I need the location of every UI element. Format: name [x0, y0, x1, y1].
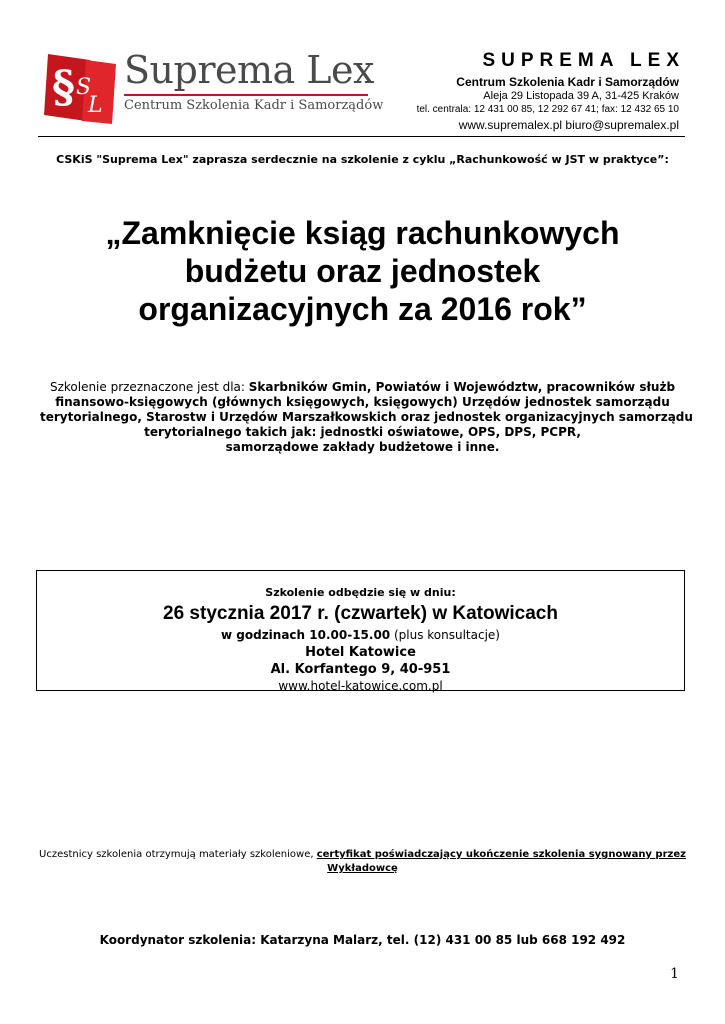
event-street: Al. Korfantego 9, 40-951 [270, 662, 451, 677]
logo-subtitle: Centrum Szkolenia Kadr i Samorządów [124, 98, 384, 113]
svg-text:L: L [88, 93, 103, 118]
header-address: Aleja 29 Listopada 39 A, 31-425 Kraków [483, 90, 679, 102]
intro-text: CSKiS "Suprema Lex" zaprasza serdecznie na szkolenie z cyklu „Rachunkowość w JST w praktyce”: [56, 153, 669, 166]
audience-line-3: terytorialnego, Starostw i Urzędów Marszałkowskich oraz jednostek organizacyjnych samorządu [40, 410, 693, 424]
title-line-1: „Zamknięcie ksiąg rachunkowych [105, 215, 620, 251]
materials-note [30, 848, 695, 876]
header-brand: SUPREMA LEX [482, 50, 685, 71]
suprema-lex-logo-mark [40, 50, 120, 125]
certificate-line-1: certyfikat poświadczający ukończenie szkolenia sygnowany przez [316, 849, 686, 860]
event-hours-note: (plus konsultacje) [390, 628, 500, 642]
title-line-2: budżetu oraz jednostek [184, 253, 541, 289]
training-title [20, 214, 705, 328]
audience-text [40, 380, 693, 455]
event-details-box [36, 570, 685, 691]
header-web-email[interactable]: www.supremalex.pl biuro@supremalex.pl [458, 118, 679, 132]
event-label: Szkolenie odbędzie się w dniu: [265, 586, 456, 599]
event-hours-time: w godzinach 10.00-15.00 [221, 628, 391, 642]
event-date: 26 stycznia 2017 r. (czwartek) w Katowicach [163, 603, 558, 624]
audience-line-5: samorządowe zakłady budżetowe i inne. [225, 440, 500, 454]
audience-line-4: terytorialnego takich jak: jednostki oświatowe, OPS, DPS, PCPR, [144, 425, 581, 439]
event-hotel: Hotel Katowice [305, 645, 416, 660]
logo-divider [124, 94, 368, 96]
certificate-line-2: Wykładowcę [327, 863, 398, 874]
logo-name: Suprema Lex [124, 48, 374, 92]
event-hotel-url[interactable]: www.hotel-katowice.com.pl [278, 679, 443, 693]
title-line-3: organizacyjnych za 2016 rok” [138, 291, 587, 327]
page-number: 1 [670, 966, 679, 982]
coordinator-info: Koordynator szkolenia: Katarzyna Malarz, tel. (12) 431 00 85 lub 668 192 492 [99, 933, 626, 947]
event-hours [37, 627, 684, 644]
audience-prefix: Szkolenie przeznaczone jest dla: [49, 380, 249, 394]
header-center-name: Centrum Szkolenia Kadr i Samorządów [456, 75, 679, 89]
audience-line-1: Skarbników Gmin, Powiatów i Województw, pracowników służb [248, 380, 676, 394]
svg-text:S: S [76, 75, 92, 100]
materials-plain: Uczestnicy szkolenia otrzymują materiały szkoleniowe, [39, 849, 317, 860]
header-phones: tel. centrala: 12 431 00 85, 12 292 67 41; fax: 12 432 65 10 [416, 104, 679, 115]
svg-text:§: § [52, 62, 76, 113]
audience-line-2: finansowo-księgowych (głównych księgowych, księgowych) Urzędów jednostek samorządu [55, 395, 670, 409]
header-divider [38, 136, 685, 137]
